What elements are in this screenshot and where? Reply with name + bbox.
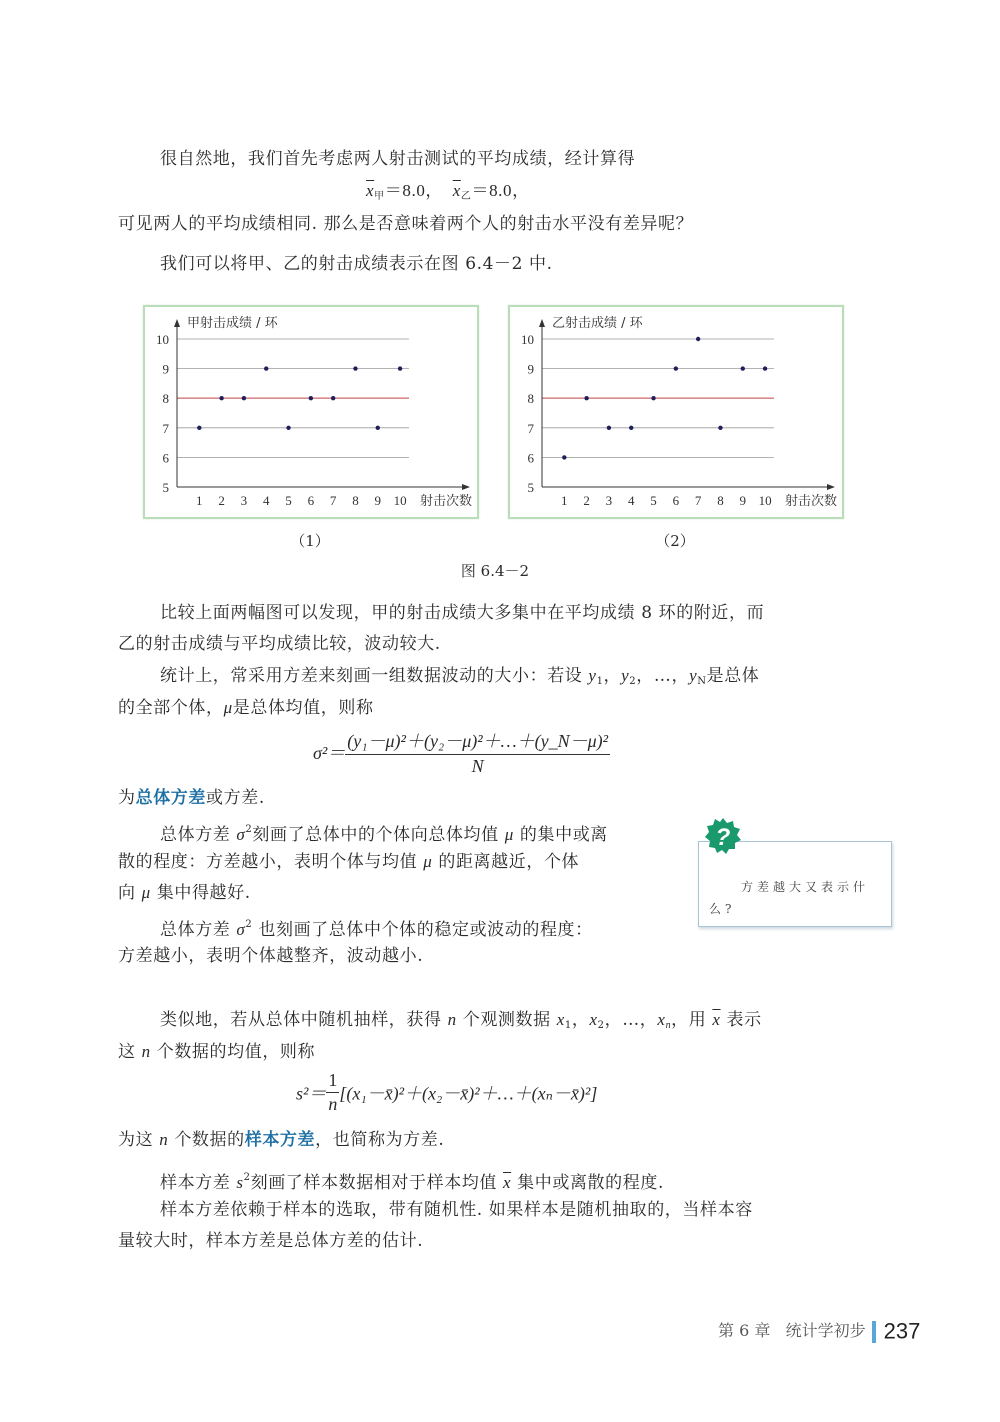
text: 这: [118, 1042, 142, 1062]
data-point: [286, 426, 290, 430]
x-tick-label: 6: [672, 493, 680, 508]
data-point: [718, 426, 722, 430]
sub-2: 2: [597, 1020, 605, 1031]
data-point: [562, 455, 566, 459]
var-s: s: [236, 1173, 244, 1192]
footer-chapter-title: 统计学初步: [785, 1321, 866, 1340]
x-tick-label: 2: [583, 493, 590, 508]
sub-2: 2: [629, 676, 637, 687]
x-tick-label: 4: [262, 493, 270, 508]
data-point: [376, 426, 380, 430]
coef-numerator: 1: [326, 1070, 339, 1093]
text: 的集中或离: [513, 825, 608, 845]
x-tick-label: 1: [561, 493, 568, 508]
data-point: [607, 426, 611, 430]
var-x-bar: $\overline{x}$: [503, 1173, 512, 1192]
paragraph-sample-1: [160, 1008, 762, 1038]
formula-coefficient: [326, 1070, 339, 1115]
mean-jia-value: ＝8.0，: [384, 181, 444, 200]
var-mu: μ: [504, 825, 514, 844]
text: ，…，: [636, 666, 690, 686]
question-badge-icon: [705, 818, 741, 854]
chart-jia: [145, 307, 477, 517]
x-tick-label: 6: [307, 493, 315, 508]
var-x: x: [657, 1010, 666, 1029]
y-tick-label: 9: [162, 361, 169, 377]
formula-body: [(x₁－x̄)²＋(x₂－x̄)²＋…＋(xₙ－x̄)²]: [339, 1083, 598, 1104]
paragraph-compare-1: 比较上面两幅图可以发现，甲的射击成绩大多集中在平均成绩 8 环的附近，而: [160, 603, 765, 623]
text: 总体方差: [160, 825, 237, 845]
paragraph-term-population-variance: [118, 786, 265, 810]
page-number: 237: [883, 1318, 921, 1344]
paragraph-variance-def-1: [160, 664, 759, 694]
text: 向: [118, 883, 142, 903]
sup-2: 2: [245, 919, 253, 930]
y-tick-label: 5: [162, 480, 169, 495]
y-axis-arrow-icon: [174, 319, 180, 327]
data-point: [398, 366, 402, 370]
text: 表示: [720, 1010, 762, 1030]
var-mu: μ: [423, 852, 433, 871]
mean-yi-value: ＝8.0，: [471, 181, 530, 200]
paragraph-variance-def-2: [118, 696, 374, 720]
data-point: [584, 396, 588, 400]
sub-1: 1: [596, 676, 604, 687]
mean-values-line: [366, 179, 530, 209]
subfigure-caption-1: （1）: [290, 532, 330, 550]
x-tick-label: 8: [352, 493, 359, 508]
y-tick-label: 8: [527, 391, 534, 407]
var-y: y: [588, 666, 597, 685]
text: ，也简称为方差.: [315, 1130, 445, 1150]
x-axis-arrow-icon: [462, 484, 470, 490]
data-point: [242, 396, 246, 400]
data-point: [741, 366, 745, 370]
y-tick-label: 6: [162, 450, 169, 466]
subfigure-caption-2: （2）: [655, 532, 695, 550]
paragraph-sample-estimate-2: 量较大时，样本方差是总体方差的估计.: [118, 1231, 424, 1251]
paragraph-sample-meaning: [160, 1166, 664, 1195]
x-tick-label: 9: [739, 493, 747, 508]
data-point: [651, 396, 655, 400]
text: 为: [118, 788, 136, 808]
coef-denominator: n: [328, 1094, 338, 1114]
x-tick-label: 10: [393, 493, 407, 508]
text: 刻画了总体中的个体向总体均值: [252, 825, 505, 845]
think-note-text: 方差越大又表示什么?: [709, 880, 870, 916]
text: 是总体均值，则称: [232, 698, 374, 718]
text: 为这: [118, 1130, 160, 1150]
text: 总体方差: [160, 920, 237, 940]
var-n: n: [141, 1042, 151, 1061]
footer-chapter: 第 6 章: [718, 1321, 771, 1340]
formula-sample-variance: [296, 1070, 597, 1115]
text: ，用: [671, 1010, 713, 1030]
paragraph-sample-estimate-1: 样本方差依赖于样本的选取，带有随机性. 如果样本是随机抽取的，当样本容: [160, 1200, 753, 1220]
x-tick-label: 10: [758, 493, 772, 508]
y-axis-label: 甲射击成绩 / 环: [187, 316, 278, 331]
data-point: [353, 366, 357, 370]
paragraph-sample-2: [118, 1040, 315, 1064]
formula-fraction: [345, 727, 610, 777]
x-tick-label: 7: [329, 493, 337, 508]
x-tick-label: 3: [605, 493, 613, 508]
var-n: n: [447, 1010, 457, 1029]
data-point: [309, 396, 313, 400]
text: 个数据的均值，则称: [150, 1042, 316, 1062]
text: 个数据的: [168, 1130, 245, 1150]
var-y: y: [621, 666, 630, 685]
x-tick-label: 5: [285, 493, 292, 508]
mean-yi-subscript: 乙: [460, 191, 472, 202]
y-tick-label: 6: [527, 450, 534, 466]
text: ，…，: [604, 1010, 658, 1030]
chart-yi: [510, 307, 842, 517]
text: ，: [571, 1010, 590, 1030]
text: 集中得越好.: [150, 883, 251, 903]
x-tick-label: 7: [694, 493, 702, 508]
data-point: [331, 396, 335, 400]
data-point: [696, 337, 700, 341]
text: 的全部个体，: [118, 698, 224, 718]
x-tick-label: 9: [374, 493, 382, 508]
var-y: y: [689, 666, 698, 685]
y-tick-label: 7: [162, 420, 169, 436]
formula-denominator: N: [471, 756, 484, 776]
formula-lhs: s²＝: [296, 1083, 327, 1104]
paragraph-figure-ref: 我们可以将甲、乙的射击成绩表示在图 6.4－2 中.: [160, 254, 553, 274]
text: 类似地，若从总体中随机抽样，获得: [160, 1010, 448, 1030]
var-mu: μ: [141, 883, 151, 902]
text: 是总体: [706, 666, 760, 686]
x-tick-label: 3: [240, 493, 248, 508]
chart-jia-frame: [143, 305, 479, 519]
paragraph-intro: 很自然地，我们首先考虑两人射击测试的平均成绩，经计算得: [160, 149, 636, 169]
var-x: x: [589, 1010, 598, 1029]
var-x-bar: $\overline{x}$: [712, 1010, 721, 1029]
y-tick-label: 7: [527, 420, 534, 436]
formula-population-variance: [313, 727, 610, 777]
text: 也刻画了总体中个体的稳定或波动的程度：: [252, 920, 593, 940]
paragraph-variance-stability-2: 方差越小，表明个体越整齐，波动越小.: [118, 946, 424, 966]
var-n: n: [159, 1130, 169, 1149]
y-tick-label: 5: [527, 480, 534, 495]
mean-jia-symbol: $\overline{x}$: [366, 181, 375, 200]
chart-yi-frame: [508, 305, 844, 519]
mean-yi-symbol: $\overline{x}$: [452, 181, 461, 200]
var-sigma: σ: [236, 825, 246, 844]
sub-N: N: [697, 676, 707, 687]
x-tick-label: 5: [650, 493, 657, 508]
data-point: [763, 366, 767, 370]
var-sigma: σ: [236, 920, 246, 939]
term-population-variance: 总体方差: [135, 788, 207, 808]
y-tick-label: 8: [162, 391, 169, 407]
y-axis-arrow-icon: [539, 319, 545, 327]
var-mu: μ: [223, 698, 233, 717]
text: ，: [603, 666, 622, 686]
text: 个观测数据: [456, 1010, 557, 1030]
mean-jia-subscript: 甲: [374, 191, 385, 202]
sub-1: 1: [564, 1020, 572, 1031]
text: 统计上，常采用方差来刻画一组数据波动的大小：若设: [160, 666, 589, 686]
x-axis-arrow-icon: [827, 484, 835, 490]
data-point: [197, 426, 201, 430]
y-axis-label: 乙射击成绩 / 环: [552, 316, 643, 331]
paragraph-term-sample-variance: [118, 1128, 444, 1152]
sup-2: 2: [245, 824, 253, 835]
y-tick-label: 10: [521, 332, 534, 347]
paragraph-variance-stability-1: [160, 913, 593, 942]
data-point: [219, 396, 223, 400]
sub-n: n: [665, 1020, 672, 1031]
formula-numerator: (y₁－μ)²＋(y₂－μ)²＋…＋(y_N－μ)²: [345, 727, 610, 755]
x-tick-label: 1: [196, 493, 203, 508]
x-tick-label: 2: [218, 493, 225, 508]
paragraph-variance-meaning-2: [118, 850, 579, 874]
text: 集中或离散的程度.: [511, 1173, 664, 1193]
formula-lhs: σ²＝: [313, 743, 346, 763]
text: 或方差.: [206, 788, 265, 808]
text: 样本方差: [160, 1173, 237, 1193]
paragraph-variance-meaning-3: [118, 881, 251, 905]
x-axis-label: 射击次数: [419, 494, 472, 509]
x-axis-label: 射击次数: [784, 494, 837, 509]
y-tick-label: 10: [156, 332, 169, 347]
paragraph-question: 可见两人的平均成绩相同. 那么是否意味着两个人的射击水平没有差异呢？: [118, 214, 694, 234]
paragraph-variance-meaning-1: [160, 818, 608, 847]
text: 刻画了样本数据相对于样本均值: [250, 1173, 503, 1193]
term-sample-variance: 样本方差: [244, 1130, 316, 1150]
paragraph-compare-2: 乙的射击成绩与平均成绩比较，波动较大.: [118, 634, 441, 654]
var-x: x: [556, 1010, 565, 1029]
figure-caption: 图 6.4－2: [460, 562, 530, 580]
data-point: [264, 366, 268, 370]
svg-text:?: ?: [715, 824, 731, 851]
sup-2: 2: [243, 1172, 251, 1183]
page-footer: [718, 1318, 920, 1345]
text: 散的程度：方差越小，表明个体与均值: [118, 852, 424, 872]
footer-divider: [872, 1321, 876, 1343]
text: 的距离越近，个体: [432, 852, 580, 872]
x-tick-label: 4: [627, 493, 635, 508]
x-tick-label: 8: [717, 493, 724, 508]
data-point: [674, 366, 678, 370]
y-tick-label: 9: [527, 361, 534, 377]
data-point: [629, 426, 633, 430]
